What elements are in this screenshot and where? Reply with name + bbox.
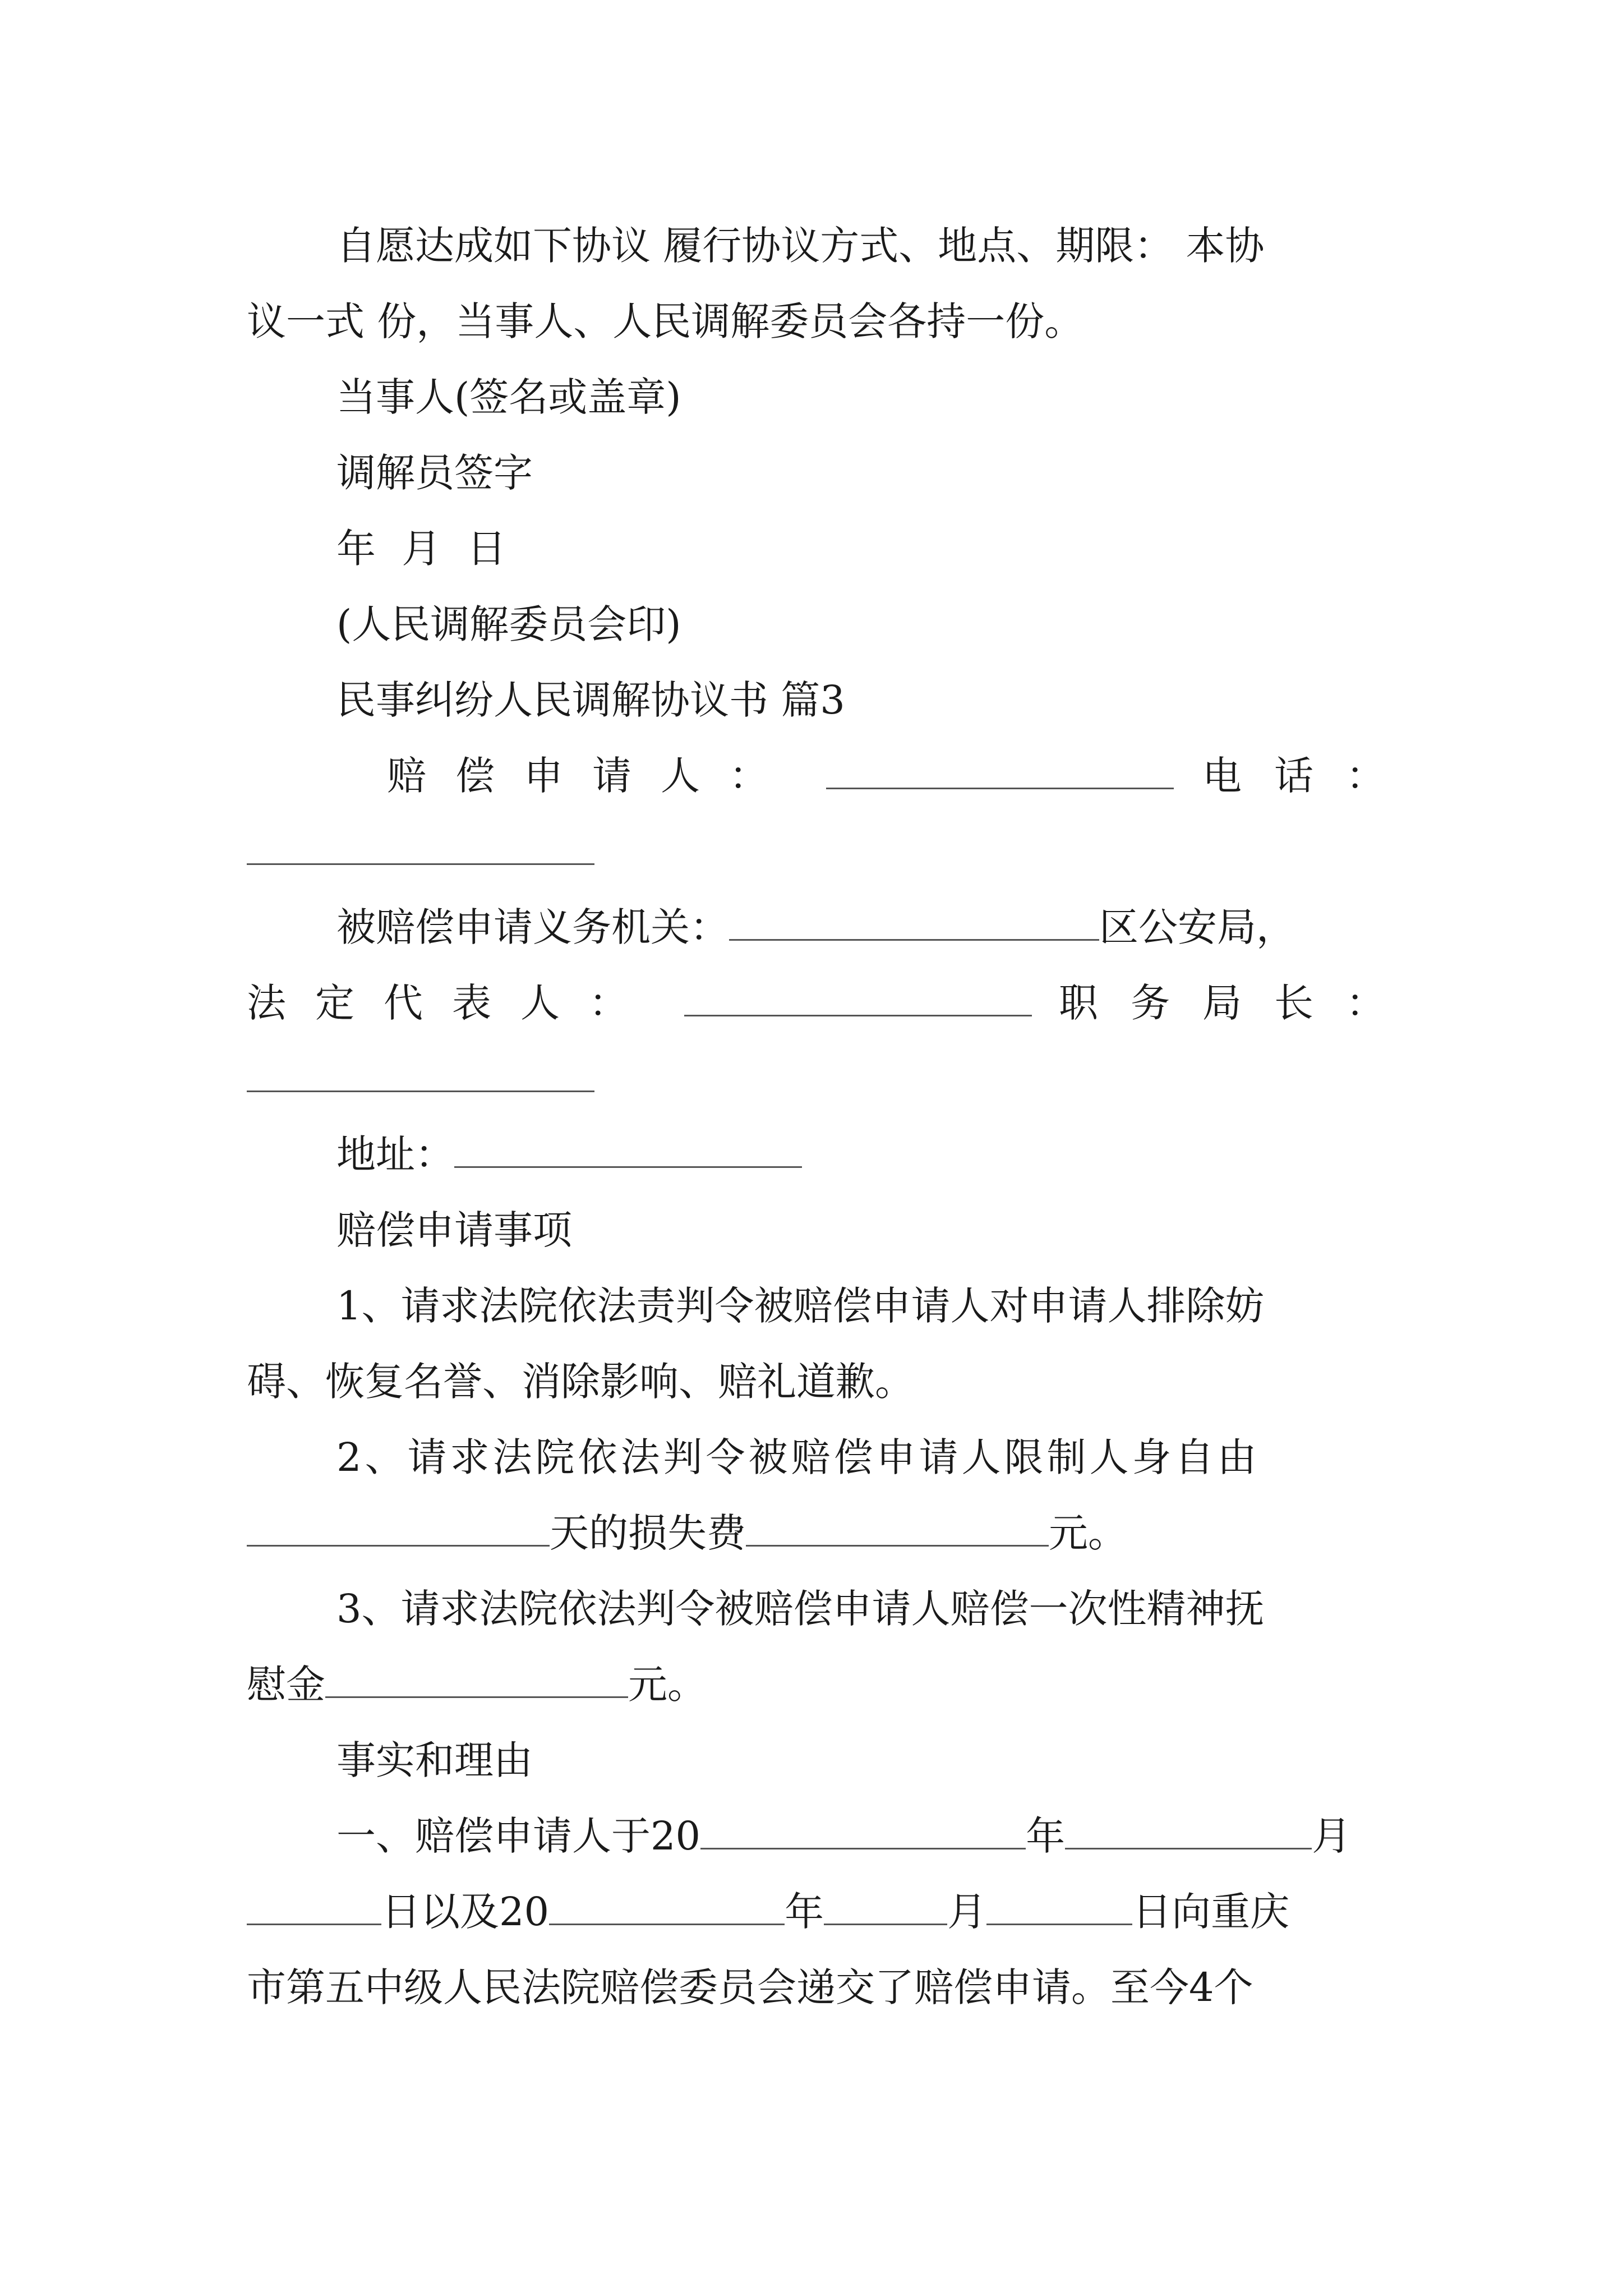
fact-2-month: 月 xyxy=(947,1889,987,1935)
fact-1-year: 年 xyxy=(1026,1813,1066,1859)
representative-blank xyxy=(684,978,1032,1016)
item-3-line-a: 3、请求法院依法判令被赔偿申请人赔偿一次性精神抚 xyxy=(336,1586,1265,1632)
fact-2-month-blank xyxy=(824,1887,947,1925)
fact-line-2 xyxy=(247,1887,1385,1937)
claimant-blank xyxy=(826,751,1174,789)
fact-1-month-blank xyxy=(1065,1811,1312,1849)
item-2-yuan: 元。 xyxy=(1049,1510,1127,1556)
paragraph-line-1: 自愿达成如下协议 履行协议方式、地点、期限： 本协 xyxy=(336,223,1265,269)
mediator-signature-line: 调解员签字 xyxy=(336,450,533,496)
phone-label: 电话： xyxy=(1202,753,1418,799)
fact-1-year-blank xyxy=(700,1811,1026,1849)
address-label: 地址： xyxy=(336,1131,454,1177)
item-3-label: 慰金 xyxy=(247,1662,325,1708)
fact-1-label: 一、赔偿申请人于20 xyxy=(336,1813,701,1859)
claimant-row xyxy=(247,751,1418,801)
fact-2-day2-blank xyxy=(986,1887,1132,1925)
party-signature-line: 当事人(签名或盖章) xyxy=(336,374,681,420)
organ-row xyxy=(247,902,1475,953)
address-row xyxy=(247,1129,1475,1180)
duty-blank-row xyxy=(247,1053,1385,1104)
item-2-line-b xyxy=(247,1508,1385,1558)
days-loss-label: 天的损失费 xyxy=(550,1510,746,1556)
loss-amount-blank xyxy=(746,1508,1049,1547)
fact-1-month: 月 xyxy=(1312,1813,1352,1859)
fact-2-year: 年 xyxy=(785,1889,824,1935)
item-2-line-a: 2、请求法院依法判令被赔偿申请人限制人身自由 xyxy=(336,1434,1260,1480)
date-line: 年 月 日 xyxy=(336,526,506,572)
organ-blank xyxy=(729,902,1099,941)
fact-2-day-blank xyxy=(247,1887,381,1925)
item-1-line-b: 碍、恢复名誉、消除影响、赔礼道歉。 xyxy=(247,1359,914,1405)
organ-suffix: 区公安局， xyxy=(1099,904,1295,950)
claimant-label: 赔偿申请人： xyxy=(387,753,797,799)
duty-label: 职务局长： xyxy=(1059,980,1418,1026)
representative-row xyxy=(247,978,1418,1028)
consolation-blank xyxy=(325,1659,628,1698)
fact-2-year-blank xyxy=(549,1887,785,1925)
item-1-line-a: 1、请求法院依法责判令被赔偿申请人对申请人排除妨 xyxy=(336,1283,1265,1329)
duty-blank xyxy=(247,1053,594,1092)
days-blank xyxy=(247,1508,550,1547)
item-3-yuan: 元。 xyxy=(628,1662,707,1708)
fact-line-3: 市第五中级人民法院赔偿委员会递交了赔偿申请。至今4个 xyxy=(247,1964,1253,2010)
item-3-line-b xyxy=(247,1659,1385,1710)
items-heading: 赔偿申请事项 xyxy=(336,1207,572,1253)
seal-line: (人民调解委员会印) xyxy=(336,601,681,647)
organ-label: 被赔偿申请义务机关： xyxy=(336,904,729,950)
fact-line-1 xyxy=(247,1811,1475,1861)
phone-blank-row xyxy=(247,826,1385,877)
facts-heading: 事实和理由 xyxy=(336,1737,533,1783)
fact-2-label: 日以及20 xyxy=(381,1889,550,1935)
address-blank xyxy=(454,1129,802,1168)
representative-label: 法定代表人： xyxy=(247,980,657,1026)
section-title: 民事纠纷人民调解协议书 篇3 xyxy=(336,677,845,723)
phone-blank xyxy=(247,826,594,865)
paragraph-line-2: 议一式 份，当事人、人民调解委员会各持一份。 xyxy=(247,298,1084,344)
fact-2-tail: 日向重庆 xyxy=(1132,1889,1290,1935)
